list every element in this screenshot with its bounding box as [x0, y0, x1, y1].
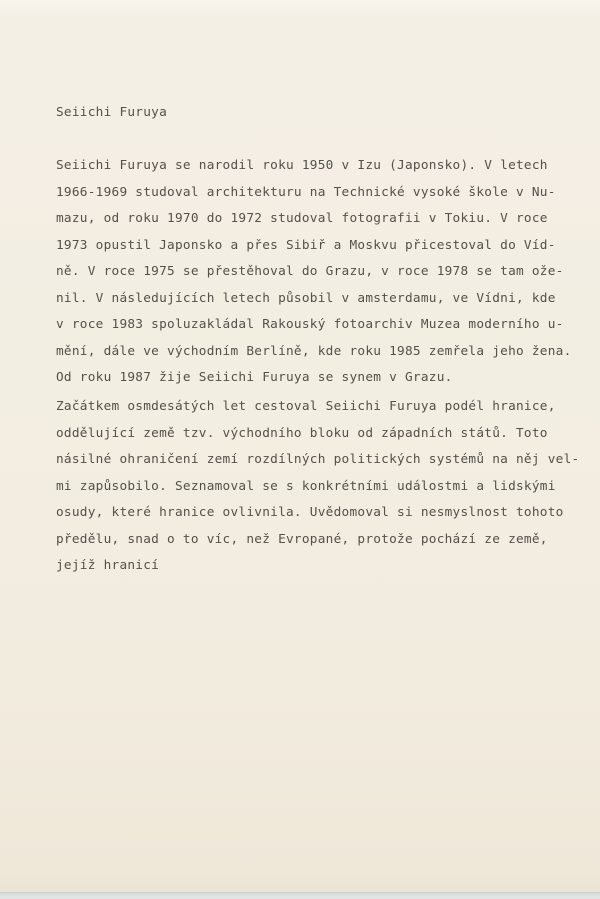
- text-line: 1973 opustil Japonsko a přes Sibiř a Moskvu přicestoval do Víd-: [56, 237, 556, 253]
- text-line: Začátkem osmdesátých let cestoval Seiichi Furuya podél hranice,: [56, 399, 556, 414]
- text-line: v roce 1983 spoluzakládal Rakouský fotoarchiv Muzea moderního u-: [56, 317, 564, 332]
- text-line: osudy, které hranice ovlivnila. Uvědomoval si nesmyslnost tohoto: [56, 505, 564, 520]
- page-title: Seiichi Furuya: [56, 105, 168, 120]
- text-line: předělu, snad o to víc, než Evropané, protože pochází ze země,: [56, 531, 548, 547]
- paragraph-border-project: [56, 394, 580, 580]
- text-line: 1966-1969 studoval architekturu na Technické vysoké škole v Nu-: [56, 184, 556, 200]
- text-line: oddělující země tzv. východního bloku od západních států. Toto: [56, 425, 548, 441]
- text-line: Od roku 1987 žije Seiichi Furuya se synem v Grazu.: [56, 370, 453, 385]
- paragraph-biography: [56, 153, 570, 392]
- text-line: nil. V následujících letech působil v amsterdamu, ve Vídni, kde: [56, 290, 556, 306]
- text-line: ně. V roce 1975 se přestěhoval do Grazu, v roce 1978 se tam ože-: [56, 264, 564, 279]
- text-line: jejíž hranicí: [56, 558, 160, 573]
- text-line: mění, dále ve východním Berlíně, kde roku 1985 zemřela jeho žena.: [56, 343, 572, 359]
- text-line: mazu, od roku 1970 do 1972 studoval fotografii v Tokiu. V roce: [56, 211, 548, 226]
- text-line: násilné ohraničení zemí rozdílných politických systémů na něj vel-: [56, 452, 580, 467]
- text-line: mi zapůsobilo. Seznamoval se s konkrétními událostmi a lidskými: [56, 478, 556, 494]
- scanner-bed-edge: [0, 892, 600, 899]
- text-line: Seiichi Furuya se narodil roku 1950 v Izu (Japonsko). V letech: [56, 158, 548, 173]
